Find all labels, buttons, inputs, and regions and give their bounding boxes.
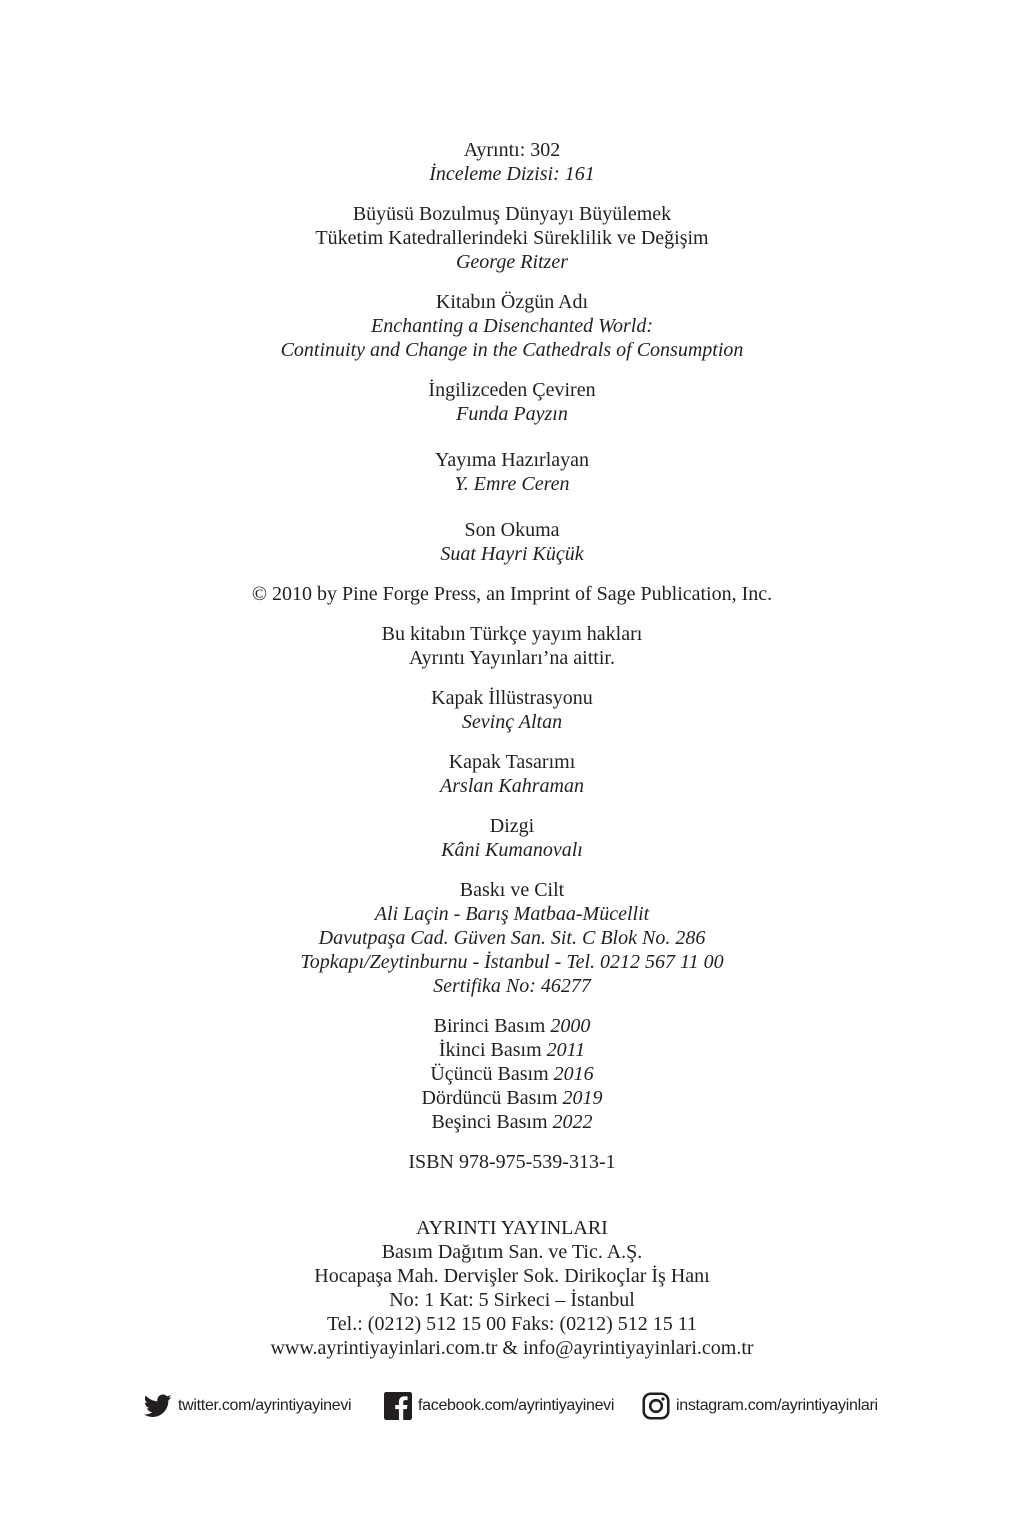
series-number: Ayrıntı: 302 [463,139,561,161]
social-instagram[interactable] [642,1390,878,1422]
book-title: Büyüsü Bozulmuş Dünyayı Büyülemek [352,203,672,225]
edition-line [0,1086,1024,1110]
translator-name: Funda Payzın [456,403,568,425]
publisher-address-1: Hocapaşa Mah. Dervişler Sok. Dirikoçlar İş Hanı [314,1265,710,1287]
printing-label: Baskı ve Cilt [459,879,565,901]
proofreader-name: Suat Hayri Küçük [440,543,584,565]
edition-label: Birinci Basım [433,1015,546,1037]
edition-line [0,1110,1024,1134]
edition-year: 2022 [552,1111,593,1133]
cover-illustration-name: Sevinç Altan [461,711,563,733]
printing-line-2: Davutpaşa Cad. Güven San. Sit. C Blok No. 286 [318,927,706,949]
isbn: ISBN 978-975-539-313-1 [408,1151,616,1173]
social-links [0,1390,1024,1422]
edition-year: 2019 [562,1087,603,1109]
cover-illustration-block [0,686,1024,734]
printing-line-1: Ali Laçin - Barış Matbaa-Mücellit [374,903,650,925]
rights-line-2: Ayrıntı Yayınları’na aittir. [409,647,615,669]
edition-year: 2011 [546,1039,586,1061]
book-block [0,202,1024,274]
edition-line [0,1014,1024,1038]
translator-block [0,378,1024,426]
publisher-block [0,1216,1024,1360]
edition-label: Dördüncü Basım [421,1087,558,1109]
printing-block [0,878,1024,998]
publisher-name: AYRINTI YAYINLARI [416,1217,608,1239]
facebook-icon [384,1392,412,1420]
cover-design-block [0,750,1024,798]
copyright-notice: © 2010 by Pine Forge Press, an Imprint of Sage Publication, Inc. [251,583,773,605]
book-subtitle: Tüketim Katedrallerindeki Süreklilik ve Değişim [315,227,709,249]
editor-label: Yayıma Hazırlayan [434,449,590,471]
twitter-link-text: twitter.com/ayrintiyayinevi [178,1397,352,1414]
cover-illustration-label: Kapak İllüstrasyonu [431,687,593,709]
printing-line-3: Topkapı/Zeytinburnu - İstanbul - Tel. 0212 567 11 00 [300,951,724,973]
edition-label: İkinci Basım [438,1039,542,1061]
original-title-label: Kitabın Özgün Adı [435,291,589,313]
book-author: George Ritzer [455,251,568,273]
edition-line [0,1038,1024,1062]
editor-block [0,448,1024,496]
series-block [0,138,1024,186]
publisher-company: Basım Dağıtım San. ve Tic. A.Ş. [381,1241,643,1263]
printing-line-4: Sertifika No: 46277 [433,975,591,997]
facebook-link-text: facebook.com/ayrintiyayinevi [418,1397,615,1414]
editor-name: Y. Emre Ceren [454,473,570,495]
instagram-link-text: instagram.com/ayrintiyayinlari [676,1397,878,1414]
typesetting-label: Dizgi [489,815,535,837]
publisher-web: www.ayrintiyayinlari.com.tr & info@ayrintiyayinlari.com.tr [270,1337,754,1359]
proofreader-block [0,518,1024,566]
translator-label: İngilizceden Çeviren [428,379,596,401]
social-twitter[interactable] [144,1390,351,1422]
publisher-phone: Tel.: (0212) 512 15 00 Faks: (0212) 512 15 11 [326,1313,698,1335]
edition-year: 2000 [550,1015,591,1037]
original-title-block [0,290,1024,362]
edition-line [0,1062,1024,1086]
cover-design-name: Arslan Kahraman [440,775,584,797]
social-facebook[interactable] [384,1390,614,1422]
proofreader-label: Son Okuma [464,519,560,541]
instagram-icon [642,1392,670,1420]
editions-block [0,1014,1024,1134]
rights-line-1: Bu kitabın Türkçe yayım hakları [381,623,643,645]
original-title-line-2: Continuity and Change in the Cathedrals of Consumption [280,339,744,361]
copyright-page [0,138,1024,1376]
rights-block [0,622,1024,670]
typesetting-block [0,814,1024,862]
copyright-block [0,582,1024,606]
twitter-icon [144,1394,172,1418]
edition-label: Beşinci Basım [431,1111,548,1133]
original-title-line-1: Enchanting a Disenchanted World: [370,315,653,337]
cover-design-label: Kapak Tasarımı [448,751,576,773]
publisher-address-2: No: 1 Kat: 5 Sirkeci – İstanbul [389,1289,635,1311]
isbn-block [0,1150,1024,1174]
typesetting-name: Kâni Kumanovalı [441,839,583,861]
edition-year: 2016 [553,1063,594,1085]
edition-label: Üçüncü Basım [430,1063,549,1085]
series-subnumber: İnceleme Dizisi: 161 [429,163,595,185]
